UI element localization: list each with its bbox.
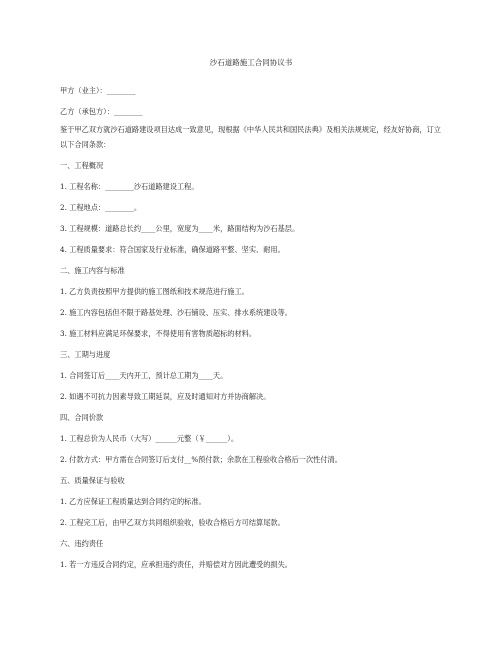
section-item: 1. 工程总价为人民币（大写）______元整（￥______）。 <box>60 434 239 443</box>
section-heading: 二、施工内容与标准 <box>60 266 125 275</box>
section-heading: 三、工期与进度 <box>60 350 111 359</box>
section-item: 2. 工程完工后，由甲乙双方共同组织验收，验收合格后方可结算尾款。 <box>60 518 285 527</box>
section-heading: 六、违约责任 <box>60 539 104 548</box>
section-heading: 四、合同价款 <box>60 413 104 422</box>
section-item: 2. 如遇不可抗力因素导致工期延误，应及时通知对方并协商解决。 <box>60 392 271 401</box>
section-item: 4. 工程质量要求：符合国家及行业标准，确保道路平整、坚实、耐用。 <box>60 245 285 254</box>
section-item: 1. 乙方应保证工程质量达到合同约定的标准。 <box>60 497 206 506</box>
section-item: 1. 若一方违反合同约定，应承担违约责任，并赔偿对方因此遭受的损失。 <box>60 560 292 569</box>
party-a-line: 甲方（业主）：________ <box>60 86 136 95</box>
party-b-line: 乙方（承包方）：________ <box>60 107 143 116</box>
section-item: 2. 施工内容包括但不限于路基处理、沙石铺设、压实、排水系统建设等。 <box>60 308 292 317</box>
section-item: 1. 乙方负责按照甲方提供的施工图纸和技术规范进行施工。 <box>60 287 249 296</box>
section-item: 1. 合同签订后____天内开工，预计总工期为____天。 <box>60 371 228 380</box>
section-item: 2. 工程地点：________。 <box>60 203 142 212</box>
section-item: 3. 工程规模：道路总长约____公里，宽度为____米，路面结构为沙石基层。 <box>60 224 300 233</box>
section-item: 2. 付款方式：甲方需在合同签订后支付__%预付款；余款在工程验收合格后一次性付清。 <box>60 455 342 464</box>
intro-paragraph: 鉴于甲乙双方就沙石道路建设项目达成一致意见，现根据《中华人民共和国民法典》及相关法规规定，经友好协商，订立以下合同条款： <box>60 125 441 149</box>
document-title: 沙石道路施工合同协议书 <box>209 58 293 67</box>
section-heading: 一、工程概况 <box>60 161 104 170</box>
section-heading: 五、质量保证与验收 <box>60 476 125 485</box>
section-item: 3. 施工材料应满足环保要求，不得使用有害物质超标的材料。 <box>60 329 257 338</box>
section-item: 1. 工程名称：________沙石道路建设工程。 <box>60 182 199 191</box>
